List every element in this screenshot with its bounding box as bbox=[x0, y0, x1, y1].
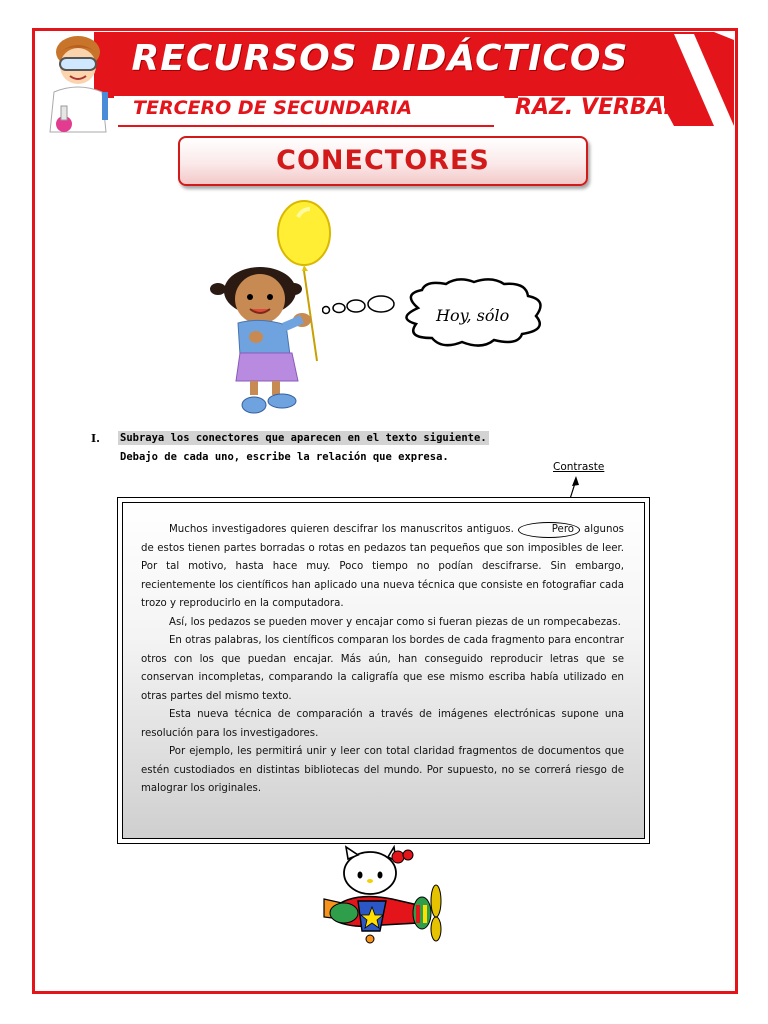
circled-connector: Pero bbox=[518, 522, 580, 538]
bubble-text: Hoy, sólo bbox=[436, 306, 510, 325]
reading-box-inner bbox=[122, 502, 645, 839]
reading-paragraph-3: En otras palabras, los científicos comparan los bordes de cada fragmento para encontrar otros con los que puedan encajar. Más aún, han conseguido reproducir letras que se conservan incompletas, comparando la caligrafía que ese mismo escriba había utilizado en otras partes del mismo texto. bbox=[141, 635, 624, 702]
reading-paragraph-1 bbox=[141, 521, 624, 614]
reading-paragraph-2: Así, los pedazos se pueden mover y encajar como si fueran piezas de un rompecabezas. bbox=[169, 616, 621, 628]
exercise-number: I. bbox=[91, 432, 100, 445]
scientist-mascot-icon bbox=[36, 32, 118, 134]
grade-label: TERCERO DE SECUNDARIA bbox=[133, 97, 413, 119]
header-banner bbox=[34, 30, 736, 132]
girl-with-balloon-icon bbox=[210, 195, 340, 423]
example-relation-label: Contraste bbox=[553, 461, 605, 473]
topic-title: CONECTORES bbox=[276, 145, 490, 176]
reading-p1-rest: algunos de estos tienen partes borradas o rotas en pedazos tan pequeños que son imposibles de leer. Por tal motivo, hasta hace muy. Poco tiempo no podían descifrarse. Sin embargo, recientemente los científicos han aplicado una nueva técnica que consiste en fotografiar cada trozo y reproducirlo en la computadora. bbox=[141, 524, 624, 609]
kitty-airplane-icon bbox=[322, 845, 446, 945]
subject-label: RAZ. VERBAL bbox=[515, 95, 678, 120]
instruction-line-2: Debajo de cada uno, escribe la relación que expresa. bbox=[120, 451, 449, 463]
reading-paragraph-4: Esta nueva técnica de comparación a través de imágenes electrónicas supone una resolución para los investigadores. bbox=[141, 709, 624, 739]
reading-paragraph-5: Por ejemplo, les permitirá unir y leer con total claridad fragmentos de documentos que estén custodiados en distintas bibliotecas del mundo. Por supuesto, no se correrá riesgo de malograr los originales. bbox=[141, 746, 624, 794]
reading-box bbox=[117, 497, 650, 844]
topic-title-box bbox=[178, 136, 588, 186]
reading-p1-start: Muchos investigadores quieren descifrar los manuscritos antiguos. bbox=[169, 524, 518, 535]
header-title: RECURSOS DIDÁCTICOS bbox=[131, 38, 629, 79]
instruction-line-1: Subraya los conectores que aparecen en el texto siguiente. bbox=[120, 432, 487, 444]
